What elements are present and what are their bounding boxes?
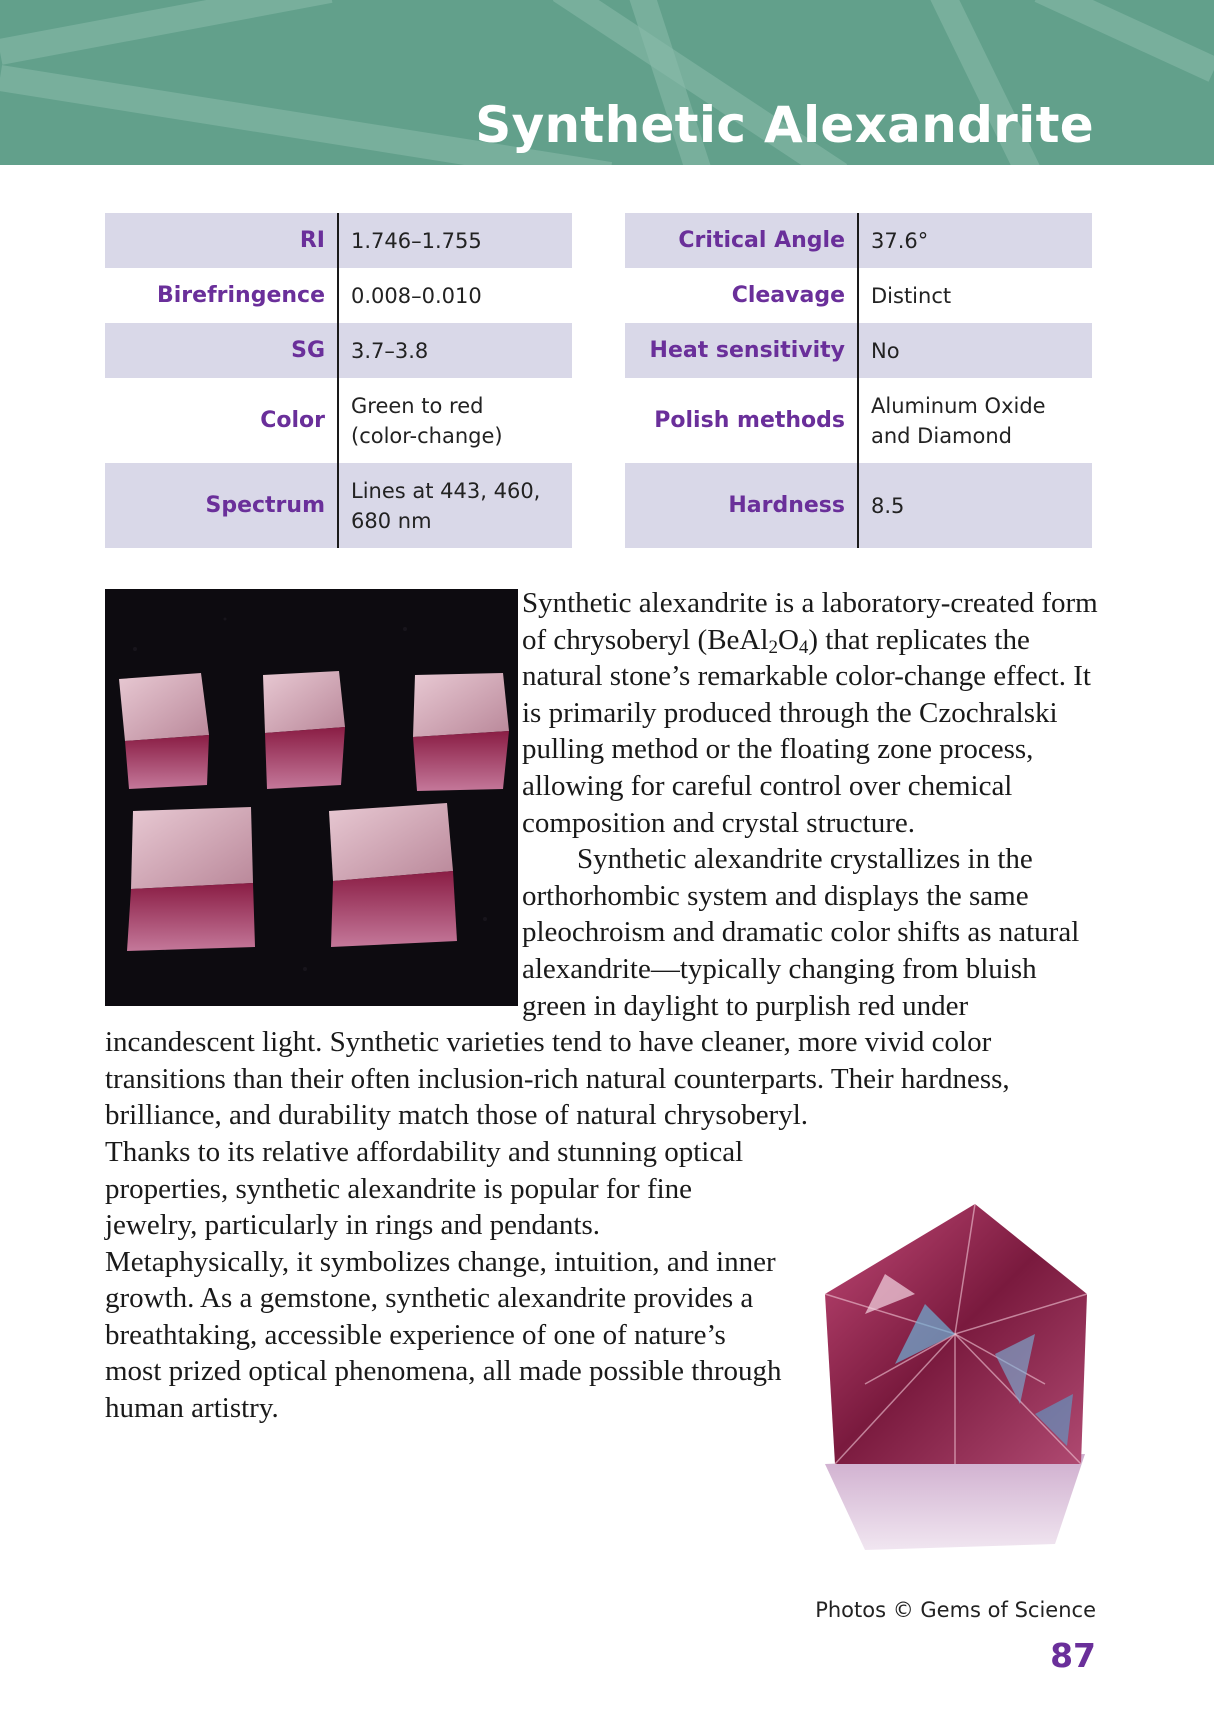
table-row: [625, 378, 1092, 463]
table-row: [625, 323, 1092, 378]
property-value: 0.008–0.010: [351, 283, 482, 308]
photo-credit: Photos © Gems of Science: [815, 1598, 1096, 1622]
value-line: 680 nm: [351, 508, 432, 533]
rough-crystals-photo: [105, 589, 518, 1006]
table-row: [625, 268, 1092, 323]
property-value: [338, 463, 572, 548]
paragraph: Synthetic alexandrite crystallizes in the orthorhombic system and displays the same pleochroism and dramatic color shifts as natural alexandrite—typically changing from bluish green in daylight to purplish red under incandescent light. Synthetic varieties tend to have cleaner, more vivid color transitions than their often inclusion-rich natural counterparts. Their hardness, brilliance, and durability match those of natural chrysoberyl.: [105, 843, 1080, 1132]
value-line: Green to red: [351, 393, 484, 418]
property-value: 3.7–3.8: [338, 323, 572, 378]
faceted-gem-photo: [805, 1164, 1105, 1564]
property-label: Polish methods: [625, 378, 858, 463]
property-label: Spectrum: [105, 463, 338, 548]
table-row: [105, 463, 572, 548]
property-label: Color: [105, 378, 338, 463]
property-value: 1.746–1.755: [338, 213, 572, 268]
value-line: (color-change): [351, 423, 503, 448]
paragraph: Synthetic alexandrite is a laboratory-created form of chrysoberyl $(BeAl_2O_4)$ that replicates the natural stone’s remarkable color-change effect. It is primarily produced through the Czochralski pulling method or the floating zone process, allowing for careful control over chemical composition and crystal structure.: [522, 587, 1098, 839]
property-label: Heat sensitivity: [625, 323, 858, 378]
crystal-blocks-image: [105, 589, 518, 1006]
property-value: 37.6°: [858, 213, 1092, 268]
page-number: 87: [1050, 1636, 1096, 1675]
paragraph: Thanks to its relative affordability and stunning optical properties, synthetic alexandrite is popular for fine jewelry, particularly in rings and pendants. Metaphysically, it symbolizes change, intuition, and inner growth. As a gemstone, synthetic alexandrite provides a breathtaking, accessible experience of one of nature’s most prized optical phenomena, all made possible through human artistry.: [105, 1135, 782, 1425]
article-body: [105, 585, 1105, 1564]
value-line: and Diamond: [871, 423, 1013, 448]
value-line: Aluminum Oxide: [871, 393, 1046, 418]
property-label: RI: [105, 213, 338, 268]
table-row: [105, 213, 572, 268]
property-label: SG: [105, 323, 338, 378]
property-value: 8.5: [858, 463, 1092, 548]
property-label: Birefringence: [105, 268, 338, 323]
property-value: [858, 378, 1092, 463]
value-line: Lines at 443, 460,: [351, 478, 541, 503]
table-row: [625, 213, 1092, 268]
table-row: [105, 378, 572, 463]
property-value: [338, 378, 572, 463]
table-row: [105, 268, 572, 323]
faceted-gemstone-image: [805, 1164, 1105, 1564]
properties-table-left: [105, 213, 572, 548]
table-row: [625, 463, 1092, 548]
property-label: Critical Angle: [625, 213, 858, 268]
property-value: Distinct: [871, 283, 952, 308]
page-header-banner: [0, 0, 1214, 165]
page-title: Synthetic Alexandrite: [475, 96, 1094, 154]
property-value: No: [858, 323, 1092, 378]
property-label: Cleavage: [625, 268, 858, 323]
properties-table-right: [625, 213, 1092, 548]
property-label: Hardness: [625, 463, 858, 548]
table-row: [105, 323, 572, 378]
